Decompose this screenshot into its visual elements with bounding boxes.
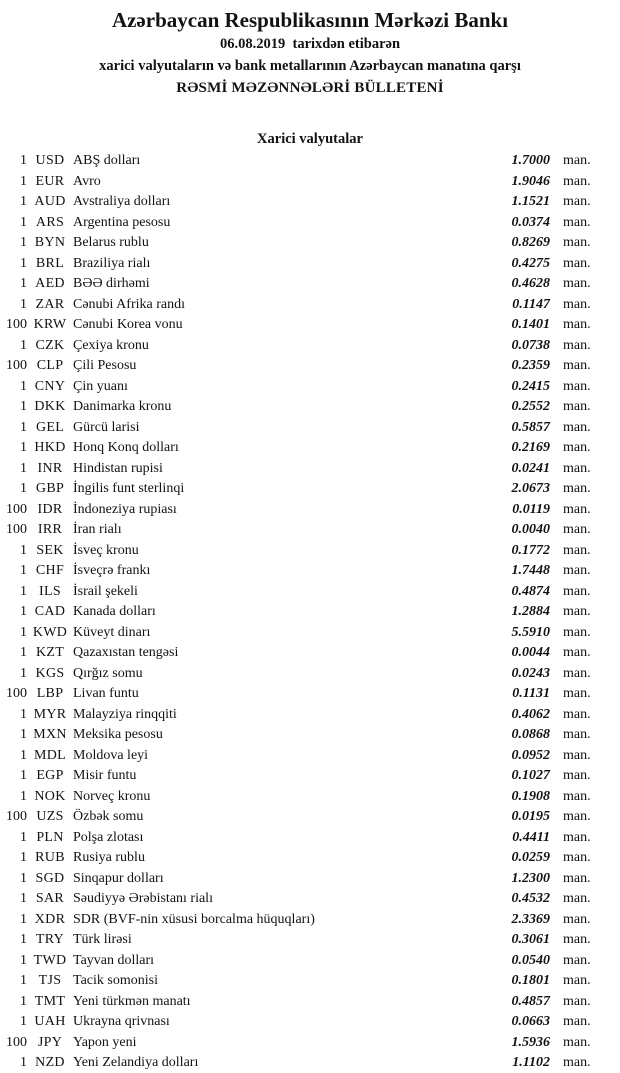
table-row — [0, 336, 620, 357]
currency-name: Polşa zlotası — [73, 829, 144, 845]
table-row — [0, 807, 620, 828]
unit-label: man. — [563, 337, 591, 353]
table-row — [0, 1012, 620, 1033]
currency-code: KZT — [35, 645, 65, 660]
table-row — [0, 377, 620, 398]
unit-label: man. — [563, 153, 591, 168]
exchange-rate: 1.9046 — [511, 173, 550, 189]
currency-code: CAD — [34, 604, 66, 619]
quantity: 1 — [20, 276, 27, 291]
unit-label: man. — [563, 604, 591, 619]
unit-label: man. — [563, 460, 591, 476]
unit-label: man. — [563, 829, 591, 845]
quantity: 1 — [20, 891, 27, 906]
unit-label: man. — [563, 542, 591, 558]
table-row — [0, 869, 620, 890]
currency-name: ABŞ dolları — [73, 153, 141, 168]
exchange-rate: 1.1521 — [511, 194, 550, 209]
unit-label: man. — [563, 1014, 591, 1029]
bulletin-title: RƏSMİ MƏZƏNNƏLƏRİ BÜLLETENİ — [176, 80, 444, 96]
currency-name: Tayvan dolları — [73, 952, 155, 968]
currency-code: KWD — [32, 624, 68, 640]
quantity: 1 — [20, 850, 27, 865]
currency-code: RUB — [35, 850, 65, 865]
currency-code: ARS — [35, 214, 65, 230]
unit-label: man. — [563, 665, 591, 681]
table-row — [0, 541, 620, 562]
currency-name: Qazaxıstan tengəsi — [73, 645, 179, 660]
currency-name: İngilis funt sterlinqi — [73, 481, 185, 496]
exchange-rate: 0.1401 — [511, 317, 550, 332]
table-row — [0, 684, 620, 705]
currency-code: UZS — [36, 809, 64, 824]
currency-code: TWD — [33, 952, 67, 968]
quantity: 1 — [20, 665, 27, 681]
table-row — [0, 295, 620, 316]
exchange-rates-table — [0, 151, 620, 1073]
table-row — [0, 766, 620, 787]
currency-name: İsrail şekeli — [73, 583, 138, 599]
table-row — [0, 971, 620, 992]
currency-name: Səudiyyə Ərəbistanı rialı — [73, 891, 213, 906]
quantity: 1 — [20, 419, 27, 435]
unit-label: man. — [563, 255, 591, 271]
quantity: 1 — [20, 481, 27, 496]
currency-code: MYR — [33, 706, 67, 722]
quantity: 1 — [20, 973, 27, 988]
quantity: 1 — [20, 829, 27, 845]
currency-name: İsveç kronu — [73, 542, 139, 558]
currency-code: MXN — [33, 727, 67, 742]
exchange-rate: 0.1027 — [511, 768, 550, 783]
currency-code: KGS — [35, 665, 65, 681]
table-row — [0, 213, 620, 234]
unit-label: man. — [563, 235, 591, 250]
currency-name: Moldova leyi — [73, 747, 149, 763]
unit-label: man. — [563, 317, 591, 332]
exchange-rate: 0.0738 — [511, 337, 550, 353]
quantity: 1 — [20, 460, 27, 476]
exchange-rate: 1.5936 — [511, 1034, 550, 1050]
currency-code: IDR — [37, 501, 63, 517]
unit-label: man. — [563, 624, 591, 640]
table-row — [0, 992, 620, 1013]
unit-label: man. — [563, 727, 591, 742]
exchange-rate: 0.2415 — [511, 378, 550, 394]
currency-code: DKK — [34, 399, 66, 414]
unit-label: man. — [563, 788, 591, 804]
unit-label: man. — [563, 419, 591, 435]
unit-label: man. — [563, 686, 591, 701]
table-row — [0, 274, 620, 295]
exchange-rate: 0.0040 — [511, 522, 550, 537]
unit-label: man. — [563, 809, 591, 824]
currency-code: ZAR — [35, 296, 65, 312]
currency-code: AED — [35, 276, 65, 291]
currency-name: Avstraliya dolları — [73, 194, 171, 209]
unit-label: man. — [563, 214, 591, 230]
currency-name: İran rialı — [73, 522, 122, 537]
quantity: 1 — [20, 296, 27, 312]
exchange-rate: 0.4532 — [511, 891, 550, 906]
currency-code: BRL — [35, 255, 65, 271]
currency-code: UAH — [34, 1014, 66, 1029]
exchange-rate: 0.4062 — [511, 706, 550, 722]
currency-code: CNY — [34, 378, 66, 394]
exchange-rate: 0.2169 — [511, 440, 550, 455]
exchange-rate: 0.0540 — [511, 952, 550, 968]
exchange-rate: 0.0241 — [511, 460, 550, 476]
quantity: 1 — [20, 563, 27, 578]
table-row — [0, 725, 620, 746]
table-row — [0, 1053, 620, 1073]
currency-name: İsveçrə frankı — [73, 563, 151, 578]
quantity: 1 — [20, 440, 27, 455]
unit-label: man. — [563, 358, 591, 373]
table-row — [0, 315, 620, 336]
exchange-rate: 0.4275 — [511, 255, 550, 271]
exchange-rate: 0.4874 — [511, 583, 550, 599]
quantity: 100 — [6, 522, 27, 537]
unit-label: man. — [563, 276, 591, 291]
quantity: 1 — [20, 255, 27, 271]
currency-name: Livan funtu — [73, 686, 139, 701]
currency-code: LBP — [36, 686, 64, 701]
effective-date-line: 06.08.2019 tarixdən etibarən — [219, 36, 401, 52]
exchange-rate: 0.1131 — [512, 686, 550, 701]
table-row — [0, 397, 620, 418]
unit-label: man. — [563, 706, 591, 722]
quantity: 1 — [20, 1014, 27, 1029]
unit-label: man. — [563, 378, 591, 394]
unit-label: man. — [563, 932, 591, 947]
section-title-foreign-currencies: Xarici valyutalar — [257, 131, 363, 147]
quantity: 1 — [20, 153, 27, 168]
exchange-rate: 0.0259 — [511, 850, 550, 865]
table-row — [0, 602, 620, 623]
exchange-rate: 1.7448 — [511, 563, 550, 578]
exchange-rate: 0.0195 — [511, 809, 550, 824]
quantity: 100 — [6, 501, 27, 517]
unit-label: man. — [563, 993, 591, 1009]
currency-name: Sinqapur dolları — [73, 870, 164, 886]
quantity: 1 — [20, 993, 27, 1009]
exchange-rate: 0.0044 — [511, 645, 550, 660]
currency-name: Yapon yeni — [73, 1034, 137, 1050]
quantity: 1 — [20, 870, 27, 886]
quantity: 1 — [20, 1055, 27, 1070]
currency-name: Qırğız somu — [73, 665, 143, 681]
currency-name: Özbək somu — [73, 809, 144, 824]
table-row — [0, 746, 620, 767]
currency-name: Braziliya rialı — [73, 255, 151, 271]
unit-label: man. — [563, 891, 591, 906]
currency-name: Hindistan rupisi — [73, 460, 163, 476]
unit-label: man. — [563, 870, 591, 886]
quantity: 1 — [20, 624, 27, 640]
quantity: 100 — [6, 809, 27, 824]
currency-code: NZD — [35, 1055, 65, 1070]
exchange-rate: 0.8269 — [511, 235, 550, 250]
table-row — [0, 910, 620, 931]
currency-code: USD — [35, 153, 65, 168]
exchange-rate: 0.1801 — [511, 973, 550, 988]
currency-code: GEL — [35, 419, 65, 435]
unit-label: man. — [563, 522, 591, 537]
unit-label: man. — [563, 583, 591, 599]
currency-code: CHF — [35, 563, 65, 578]
bulletin-header — [0, 0, 620, 98]
exchange-rate: 0.1908 — [511, 788, 550, 804]
currency-code: JPY — [37, 1034, 63, 1050]
exchange-rate: 0.4411 — [512, 829, 550, 845]
currency-name: BƏƏ dirhəmi — [73, 276, 150, 291]
unit-label: man. — [563, 440, 591, 455]
currency-code: HKD — [34, 440, 66, 455]
exchange-rate: 1.2884 — [511, 604, 550, 619]
currency-code: KRW — [33, 317, 67, 332]
table-row — [0, 254, 620, 275]
exchange-rate: 0.0663 — [511, 1014, 550, 1029]
currency-code: ILS — [39, 583, 61, 599]
exchange-rate: 0.0868 — [511, 727, 550, 742]
currency-code: SGD — [35, 870, 65, 886]
currency-code: TMT — [34, 993, 66, 1009]
table-row — [0, 1033, 620, 1054]
currency-code: AUD — [34, 194, 66, 209]
currency-name: Belarus rublu — [73, 235, 149, 250]
quantity: 1 — [20, 542, 27, 558]
currency-name: Çili Pesosu — [73, 358, 137, 373]
currency-code: GBP — [35, 481, 65, 496]
table-row — [0, 828, 620, 849]
exchange-rate: 0.4628 — [511, 276, 550, 291]
currency-code: CZK — [35, 337, 65, 353]
table-row — [0, 643, 620, 664]
currency-code: EGP — [36, 768, 64, 783]
quantity: 1 — [20, 788, 27, 804]
exchange-rate: 0.0952 — [511, 747, 550, 763]
exchange-rate: 0.0119 — [512, 501, 550, 517]
currency-name: Kanada dolları — [73, 604, 156, 619]
quantity: 1 — [20, 911, 27, 927]
currency-code: MDL — [33, 747, 66, 763]
exchange-rate: 0.2552 — [511, 399, 550, 414]
table-row — [0, 233, 620, 254]
currency-name: İndoneziya rupiası — [73, 501, 177, 517]
currency-name: Çexiya kronu — [73, 337, 149, 353]
currency-name: Cənubi Afrika randı — [73, 296, 185, 312]
currency-code: NOK — [34, 788, 66, 804]
table-row — [0, 561, 620, 582]
currency-code: CLP — [36, 358, 64, 373]
table-row — [0, 889, 620, 910]
exchange-rate: 0.0374 — [511, 214, 550, 230]
quantity: 1 — [20, 337, 27, 353]
table-row — [0, 582, 620, 603]
currency-code: PLN — [36, 829, 64, 845]
currency-code: SEK — [36, 542, 64, 558]
table-row — [0, 172, 620, 193]
quantity: 1 — [20, 932, 27, 947]
exchange-rate: 0.4857 — [511, 993, 550, 1009]
exchange-rate: 5.5910 — [511, 624, 550, 640]
table-row — [0, 930, 620, 951]
currency-name: Küveyt dinarı — [73, 624, 151, 640]
quantity: 1 — [20, 952, 27, 968]
exchange-rate: 2.3369 — [511, 911, 550, 927]
bulletin-subtitle: xarici valyutaların və bank metallarının Azərbaycan manatına qarşı — [99, 58, 521, 74]
unit-label: man. — [563, 911, 591, 927]
currency-name: Ukrayna qrivnası — [73, 1014, 170, 1029]
unit-label: man. — [563, 501, 591, 517]
currency-name: Türk lirəsi — [73, 932, 132, 947]
quantity: 1 — [20, 399, 27, 414]
exchange-rate: 2.0673 — [511, 481, 550, 496]
quantity: 1 — [20, 604, 27, 619]
currency-name: Meksika pesosu — [73, 727, 163, 742]
currency-code: BYN — [34, 235, 66, 250]
currency-code: EUR — [35, 173, 65, 189]
currency-name: Cənubi Korea vonu — [73, 317, 183, 332]
currency-code: INR — [37, 460, 63, 476]
currency-name: Argentina pesosu — [73, 214, 171, 230]
unit-label: man. — [563, 1034, 591, 1050]
currency-name: SDR (BVF-nin xüsusi borcalma hüquqları) — [73, 911, 315, 927]
currency-name: Norveç kronu — [73, 788, 151, 804]
quantity: 1 — [20, 645, 27, 660]
unit-label: man. — [563, 173, 591, 189]
quantity: 1 — [20, 727, 27, 742]
quantity: 1 — [20, 583, 27, 599]
table-row — [0, 459, 620, 480]
currency-name: Honq Konq dolları — [73, 440, 179, 455]
currency-code: TJS — [38, 973, 62, 988]
bank-name-title: Azərbaycan Respublikasının Mərkəzi Bankı — [111, 8, 509, 32]
unit-label: man. — [563, 481, 591, 496]
quantity: 100 — [6, 1034, 27, 1050]
table-row — [0, 192, 620, 213]
quantity: 100 — [6, 317, 27, 332]
currency-name: Tacik somonisi — [73, 973, 158, 988]
currency-code: XDR — [34, 911, 66, 927]
unit-label: man. — [563, 645, 591, 660]
currency-name: Avro — [73, 173, 101, 189]
unit-label: man. — [563, 768, 591, 783]
exchange-rate: 0.3061 — [511, 932, 550, 947]
currency-name: Yeni türkmən manatı — [73, 993, 191, 1009]
exchange-rate: 0.5857 — [511, 419, 550, 435]
currency-name: Yeni Zelandiya dolları — [73, 1055, 199, 1070]
quantity: 100 — [6, 358, 27, 373]
exchange-rate: 0.0243 — [511, 665, 550, 681]
unit-label: man. — [563, 747, 591, 763]
unit-label: man. — [563, 850, 591, 865]
currency-name: Rusiya rublu — [73, 850, 145, 865]
unit-label: man. — [563, 952, 591, 968]
quantity: 1 — [20, 706, 27, 722]
quantity: 100 — [6, 686, 27, 701]
table-row — [0, 623, 620, 644]
unit-label: man. — [563, 194, 591, 209]
unit-label: man. — [563, 296, 591, 312]
table-row — [0, 848, 620, 869]
quantity: 1 — [20, 768, 27, 783]
currency-code: TRY — [35, 932, 65, 947]
exchange-rate: 1.2300 — [511, 870, 550, 886]
unit-label: man. — [563, 563, 591, 578]
table-row — [0, 151, 620, 172]
quantity: 1 — [20, 214, 27, 230]
table-row — [0, 479, 620, 500]
table-row — [0, 438, 620, 459]
currency-name: Misir funtu — [73, 768, 137, 783]
table-row — [0, 418, 620, 439]
currency-code: SAR — [35, 891, 65, 906]
currency-name: Çin yuanı — [73, 378, 128, 394]
currency-name: Danimarka kronu — [73, 399, 172, 414]
exchange-rate: 0.1147 — [512, 296, 550, 312]
table-row — [0, 951, 620, 972]
quantity: 1 — [20, 173, 27, 189]
quantity: 1 — [20, 747, 27, 763]
table-row — [0, 705, 620, 726]
table-row — [0, 664, 620, 685]
table-row — [0, 520, 620, 541]
quantity: 1 — [20, 235, 27, 250]
table-row — [0, 356, 620, 377]
currency-code: IRR — [37, 522, 63, 537]
exchange-rate: 0.2359 — [511, 358, 550, 373]
quantity: 1 — [20, 194, 27, 209]
exchange-rate: 0.1772 — [511, 542, 550, 558]
currency-name: Malayziya rinqqiti — [73, 706, 177, 722]
currency-name: Gürcü larisi — [73, 419, 140, 435]
quantity: 1 — [20, 378, 27, 394]
table-row — [0, 500, 620, 521]
unit-label: man. — [563, 1055, 591, 1070]
table-row — [0, 787, 620, 808]
unit-label: man. — [563, 973, 591, 988]
exchange-rate: 1.7000 — [511, 153, 550, 168]
unit-label: man. — [563, 399, 591, 414]
exchange-rate: 1.1102 — [512, 1055, 550, 1070]
